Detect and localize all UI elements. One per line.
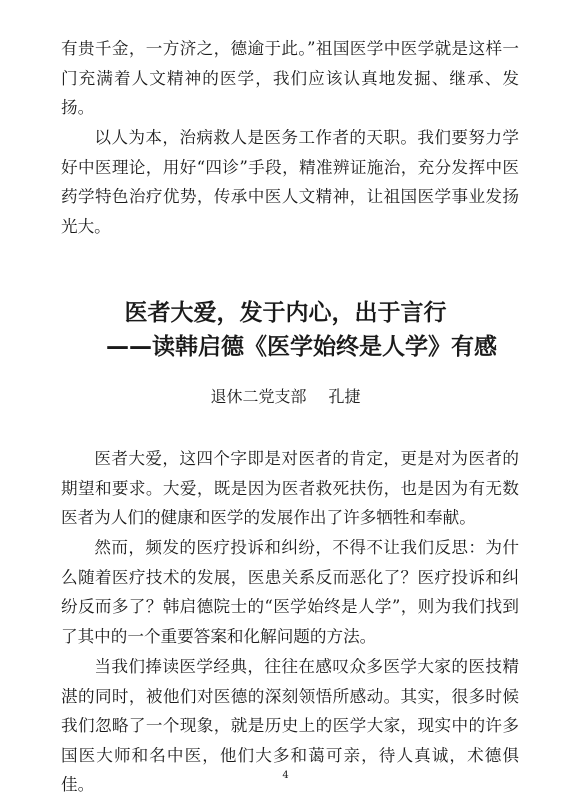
page-number: 4 [282, 770, 289, 781]
paragraph-continued [61, 34, 519, 123]
paragraph [61, 533, 519, 651]
article-title: 医者大爱，发于内心，出于言行 [124, 300, 447, 326]
paragraph [61, 444, 519, 533]
article-subtitle: ——读韩启德《医学始终是人学》有感 [106, 334, 497, 360]
paragraph-text: 有贵千金，一方济之，德逾于此。”祖国医学中医学就是这样一门充满着人文精神的医学，我们应该认真地发掘、继承、发扬。 [61, 39, 519, 117]
paragraph-text: 医者大爱，这四个字即是对医者的肯定，更是对为医者的期望和要求。大爱，既是因为医者救死扶伤，也是因为有无数医者为人们的健康和医学的发展作出了许多牺牲和奉献。 [61, 449, 519, 527]
author-line [0, 383, 571, 411]
paragraph [61, 123, 519, 241]
author-name: 孔捷 [328, 387, 361, 406]
paragraph-text: 当我们捧读医学经典，往往在感叹众多医学大家的医技精湛的同时，被他们对医德的深刻领悟所感动。其实，很多时候我们忽略了一个现象，就是历史上的医学大家，现实中的许多国医大师和名中医，他们大多和蔼可亲，待人真诚，术德俱佳。 [61, 657, 519, 794]
paragraph-text: 以人为本，治病救人是医务工作者的天职。我们要努力学好中医理论，用好“四诊”手段，精准辨证施治，充分发挥中医药学特色治疗优势，传承中医人文精神，让祖国医学事业发扬光大。 [61, 128, 519, 236]
paragraph-text: 然而，频发的医疗投诉和纠纷，不得不让我们反思：为什么随着医疗技术的发展，医患关系反而恶化了？医疗投诉和纠纷反而多了？韩启德院士的“医学始终是人学”，则为我们找到了其中的一个重要答案和化解问题的方法。 [61, 538, 519, 646]
author-unit: 退休二党支部 [210, 387, 307, 406]
